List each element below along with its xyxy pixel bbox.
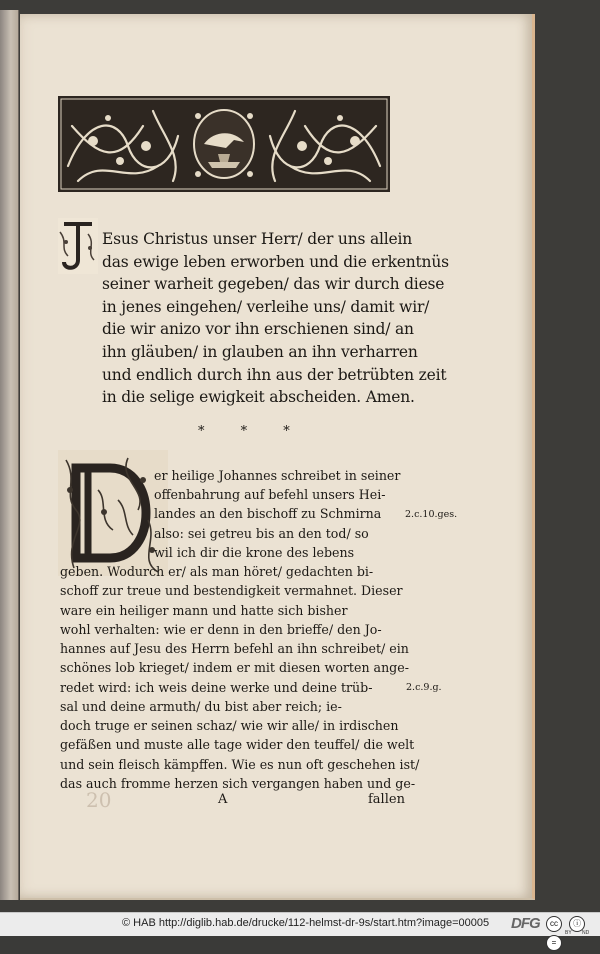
marginal-note: 2.c.9.g. [406,682,442,693]
text-line: ihn gläuben/ in glauben an ihn verharren [102,342,418,361]
text-line: seiner warheit gegeben/ das wir durch diese [102,275,445,294]
attribution-icon: ⓘ [569,916,585,932]
text-line: das ewige leben erworben und die erkentnüs [102,252,449,271]
text-line: wil ich dir die krone des lebens [154,545,355,560]
text-line: schoff zur treue und bestendigkeit vermahnet. Dieser [60,583,403,598]
dfg-logo: DFG [511,915,540,932]
license-label-nd: ND [582,930,590,936]
text-line: landes an den bischoff zu Schmirna [154,506,382,521]
text-line: hannes auf Jesu des Herrn befehl an ihn schreibet/ ein [60,641,409,656]
text-line: die wir anizo vor ihn erschienen sind/ an [102,320,414,339]
text-line: doch truge er seinen schaz/ wie wir alle/ in irdischen [60,718,399,733]
text-line: das auch fromme herzen sich vergangen haben und ge- [60,776,416,791]
text-line: er heilige Johannes schreibet in seiner [154,468,401,483]
text-line: in jenes eingehen/ verleihe uns/ damit wir/ [102,297,430,316]
cc-icon: cc [546,916,562,932]
license-badges[interactable] [546,916,600,954]
ornamental-headpiece [58,96,390,192]
text-line: in die selige ewigkeit abscheiden. Amen. [102,388,415,407]
text-line: redet wird: ich weis deine werke und deine trüb- [60,680,373,695]
text-line: wohl verhalten: wie er denn in den brieffe/ den Jo- [60,622,382,637]
text-line: schönes lob krieget/ indem er mit diesen worten ange- [60,660,409,675]
opening-prayer-paragraph [102,228,449,409]
decorated-initial-j [58,218,98,274]
decorated-initial-d [58,450,168,576]
text-line: und sein fleisch kämpffen. Wie es nun oft geschehen ist/ [60,757,420,772]
text-line: also: sei getreu bis an den tod/ so [154,526,369,541]
text-line: gefäßen und muste alle tage wider den teuffel/ die welt [60,737,415,752]
marginal-note: 2.c.10.ges. [405,509,458,520]
text-line: sal und deine armuth/ du bist aber reich; ie- [60,699,342,714]
citation-link[interactable]: © HAB http://diglib.hab.de/drucke/112-helmst-dr-9s/start.htm?image=00005 [122,917,490,929]
text-line: ware ein heiliger mann und hatte sich bisher [60,603,348,618]
faint-page-stamp: 20 [86,788,112,812]
catchword: fallen [368,792,405,807]
text-line: Esus Christus unser Herr/ der uns allein [102,230,413,248]
asterism: * * * [198,424,306,439]
text-line: offenbahrung auf befehl unsers Hei- [154,487,386,502]
text-line: geben. Wodurch er/ als man höret/ gedachten bi- [60,564,374,579]
no-derivatives-icon: = [546,935,562,951]
footer-bar [0,912,600,947]
book-fore-edge [0,10,19,900]
signature-mark: A [218,792,228,807]
license-label-by: BY [565,930,572,936]
text-line: und endlich durch ihn aus der betrübten zeit [102,365,447,384]
book-page [20,14,535,900]
